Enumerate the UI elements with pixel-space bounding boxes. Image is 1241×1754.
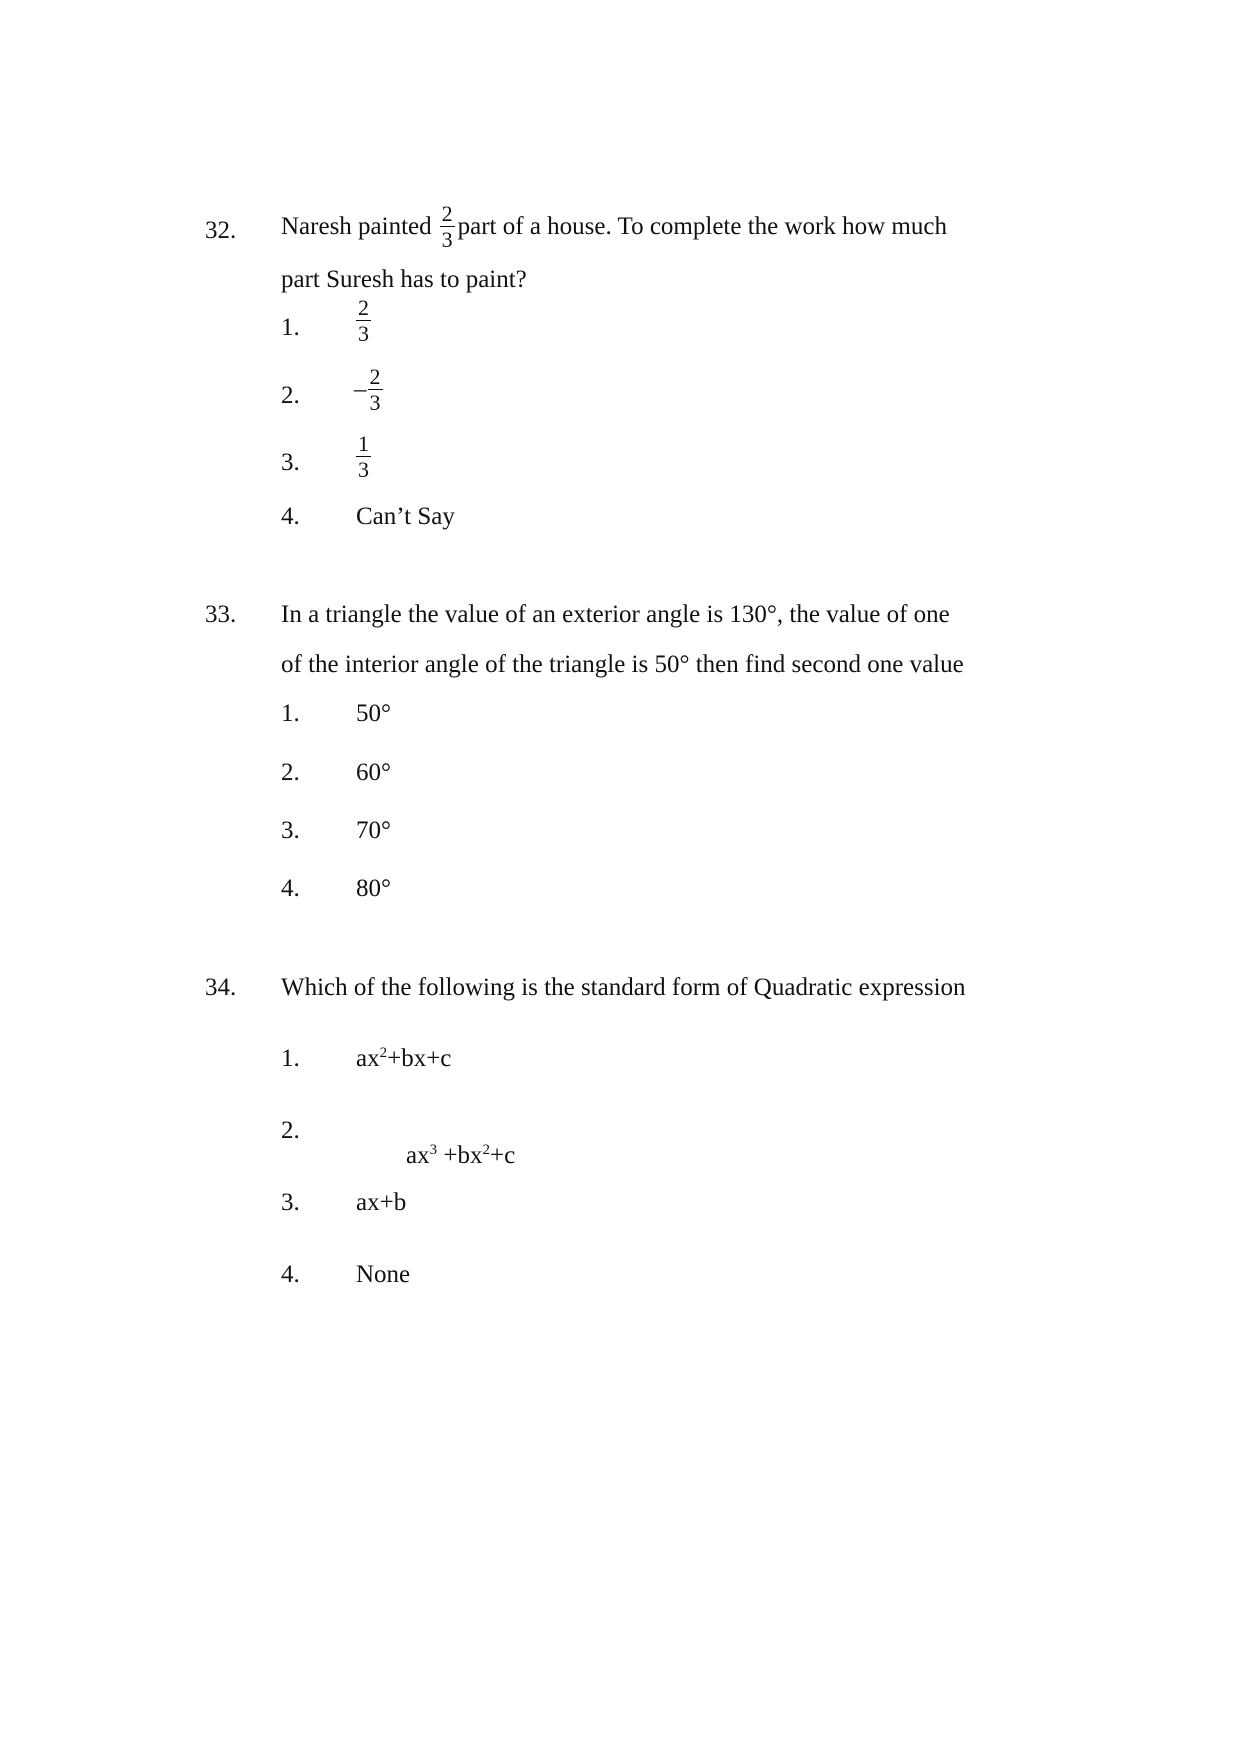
fraction xyxy=(368,365,383,414)
option-value: ax+b xyxy=(356,1189,407,1216)
option-value: Can’t Say xyxy=(356,503,455,530)
option-value xyxy=(356,1118,515,1193)
option-label: 4. xyxy=(281,875,300,902)
exponent: 2 xyxy=(482,1142,490,1158)
question-text-start: Naresh painted xyxy=(281,213,432,241)
fraction-denominator: 3 xyxy=(358,457,369,483)
fraction-numerator: 2 xyxy=(358,295,369,320)
question-text-end: part of a house. To complete the work how much xyxy=(457,213,947,241)
question-number: 34. xyxy=(205,974,237,1001)
question-number: 33. xyxy=(205,601,237,628)
fraction-denominator: 3 xyxy=(441,227,453,253)
option-value xyxy=(356,296,371,345)
option-label: 4. xyxy=(281,1261,300,1288)
fraction-denominator: 3 xyxy=(369,390,381,416)
fraction-numerator: 1 xyxy=(358,431,369,456)
option-value: 60° xyxy=(356,759,391,786)
question-text-line2: of the interior angle of the triangle is 50° then find second one value xyxy=(281,651,964,678)
fraction-numerator: 2 xyxy=(441,201,453,226)
option-label: 2. xyxy=(281,759,300,786)
expression-term: +bx xyxy=(437,1142,483,1169)
expression-term: +bx+c xyxy=(387,1045,452,1072)
option-label: 1. xyxy=(281,314,300,341)
expression-term: ax xyxy=(406,1142,430,1169)
option-label: 1. xyxy=(281,700,300,727)
option-label: 3. xyxy=(281,1189,300,1216)
option-value xyxy=(356,1046,451,1071)
option-value: 80° xyxy=(356,875,391,902)
option-label: 4. xyxy=(281,503,300,530)
minus-sign: – xyxy=(354,376,367,404)
question-text xyxy=(281,202,947,251)
option-value: None xyxy=(356,1261,411,1288)
option-label: 2. xyxy=(281,1117,300,1144)
fraction-numerator: 2 xyxy=(369,364,381,389)
option-label: 3. xyxy=(281,817,300,844)
fraction xyxy=(440,202,455,251)
fraction xyxy=(356,296,371,345)
option-label: 2. xyxy=(281,382,300,409)
option-value xyxy=(354,365,383,414)
fraction-denominator: 3 xyxy=(358,321,369,347)
exponent: 2 xyxy=(379,1045,388,1061)
expression-term: +c xyxy=(489,1142,516,1169)
fraction xyxy=(356,432,371,481)
option-value xyxy=(356,432,371,481)
exponent: 3 xyxy=(429,1142,438,1158)
expression-term: ax xyxy=(356,1045,380,1072)
option-label: 3. xyxy=(281,449,300,476)
question-text-line2: part Suresh has to paint? xyxy=(281,266,527,293)
question-number: 32. xyxy=(205,217,237,244)
option-value: 50° xyxy=(356,700,391,727)
option-label: 1. xyxy=(281,1045,300,1072)
option-value: 70° xyxy=(356,817,391,844)
question-text: In a triangle the value of an exterior angle is 130°, the value of one xyxy=(281,601,950,628)
question-text: Which of the following is the standard form of Quadratic expression xyxy=(281,974,966,1001)
